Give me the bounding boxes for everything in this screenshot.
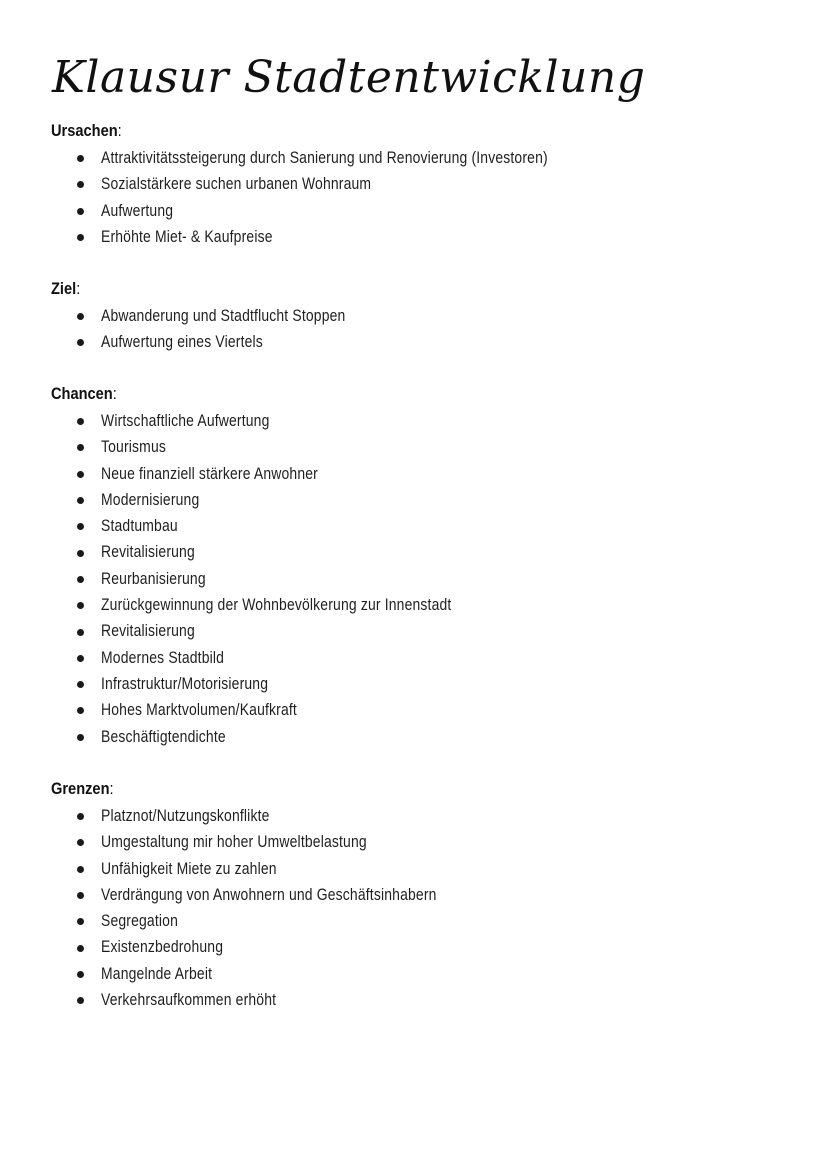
list-item [51,934,224,960]
list-item [51,461,318,487]
section-heading-label: Ursachen [51,121,118,140]
section-heading [51,277,80,301]
bullet-icon [77,313,84,320]
section-heading-label: Chancen [51,384,113,403]
list-item [51,645,225,671]
list-item [51,329,263,355]
list-item [51,198,174,224]
list-item-text: Abwanderung und Stadtflucht Stoppen [101,306,346,325]
bullet-icon [77,813,84,820]
list-item [51,882,437,908]
list-item-text: Aufwertung [101,200,174,220]
bullet-icon [77,866,84,873]
section-heading [51,119,122,143]
bullet-icon [77,155,84,162]
list-item-text: Mangelnde Arbeit [101,963,213,983]
section-heading-label: Ziel [51,279,77,298]
bullet-icon [77,655,84,662]
list-item-text: Revitalisierung [101,542,195,562]
list-item [51,908,178,934]
list-item-text: Platznot/Nutzungskonflikte [101,806,270,825]
bullet-icon [77,444,84,451]
bullet-icon [77,945,84,952]
list-item [51,303,346,329]
list-item [51,987,277,1013]
list-item-text: Modernisierung [101,489,200,509]
list-item [51,961,213,987]
bullet-icon [77,234,84,241]
list-item [51,434,166,460]
bullet-icon [77,681,84,688]
bullet-list [51,408,452,750]
list-item-text: Zurückgewinnung der Wohnbevölkerung zur Innenstadt [101,595,452,615]
bullet-icon [77,339,84,346]
bullet-icon [77,550,84,557]
list-item-text: Unfähigkeit Miete zu zahlen [101,858,277,878]
section-heading-colon: : [117,121,122,140]
list-item [51,697,297,723]
list-item-text: Sozialstärkere suchen urbanen Wohnraum [101,174,372,194]
list-item-text: Wirtschaftliche Aufwertung [101,411,270,430]
list-item [51,171,372,197]
list-item [51,592,452,618]
bullet-icon [77,707,84,714]
bullet-icon [77,208,84,215]
section-heading-colon: : [109,779,114,798]
list-item-text: Verdrängung von Anwohnern und Geschäftsinhabern [101,884,437,904]
section-ursachen [51,119,548,250]
section-grenzen [51,777,437,1013]
bullet-icon [77,918,84,925]
bullet-icon [77,839,84,846]
list-item-text: Existenzbedrohung [101,937,224,957]
list-item-text: Stadtumbau [101,516,178,536]
list-item-text: Segregation [101,911,178,931]
list-item [51,224,273,250]
list-item-text: Verkehrsaufkommen erhöht [101,990,277,1010]
bullet-icon [77,997,84,1004]
list-item [51,408,270,434]
bullet-icon [77,418,84,425]
section-heading [51,777,114,801]
section-heading-colon: : [112,384,117,403]
list-item [51,829,367,855]
list-item-text: Erhöhte Miet- & Kaufpreise [101,226,273,246]
page-title: Klausur Stadtentwicklung [52,52,646,103]
bullet-icon [77,471,84,478]
list-item-text: Beschäftigtendichte [101,726,226,746]
list-item-text: Infrastruktur/Motorisierung [101,673,269,693]
section-heading [51,382,117,406]
bullet-icon [77,576,84,583]
bullet-icon [77,181,84,188]
bullet-list [51,303,346,356]
bullet-icon [77,629,84,636]
section-ziel [51,277,346,356]
list-item-text: Reurbanisierung [101,568,206,588]
list-item [51,671,269,697]
section-chancen [51,382,452,750]
bullet-icon [77,734,84,741]
section-heading-label: Grenzen [51,779,110,798]
list-item-text: Revitalisierung [101,621,195,641]
list-item [51,513,178,539]
list-item-text: Umgestaltung mir hoher Umweltbelastung [101,832,367,852]
list-item [51,145,548,171]
bullet-icon [77,971,84,978]
list-item-text: Tourismus [101,437,166,457]
bullet-icon [77,523,84,530]
list-item [51,724,226,750]
bullet-icon [77,602,84,609]
list-item [51,487,200,513]
list-item [51,566,206,592]
list-item-text: Neue finanziell stärkere Anwohner [101,463,318,483]
bullet-list [51,145,548,250]
list-item [51,618,195,644]
section-heading-colon: : [76,279,81,298]
list-item-text: Hohes Marktvolumen/Kaufkraft [101,700,297,720]
list-item [51,803,270,829]
bullet-icon [77,892,84,899]
list-item-text: Aufwertung eines Viertels [101,332,263,352]
list-item-text: Attraktivitätssteigerung durch Sanierung und Renovierung (Investoren) [101,148,548,167]
bullet-icon [77,497,84,504]
list-item-text: Modernes Stadtbild [101,647,225,667]
list-item [51,539,195,565]
list-item [51,856,277,882]
bullet-list [51,803,437,1013]
